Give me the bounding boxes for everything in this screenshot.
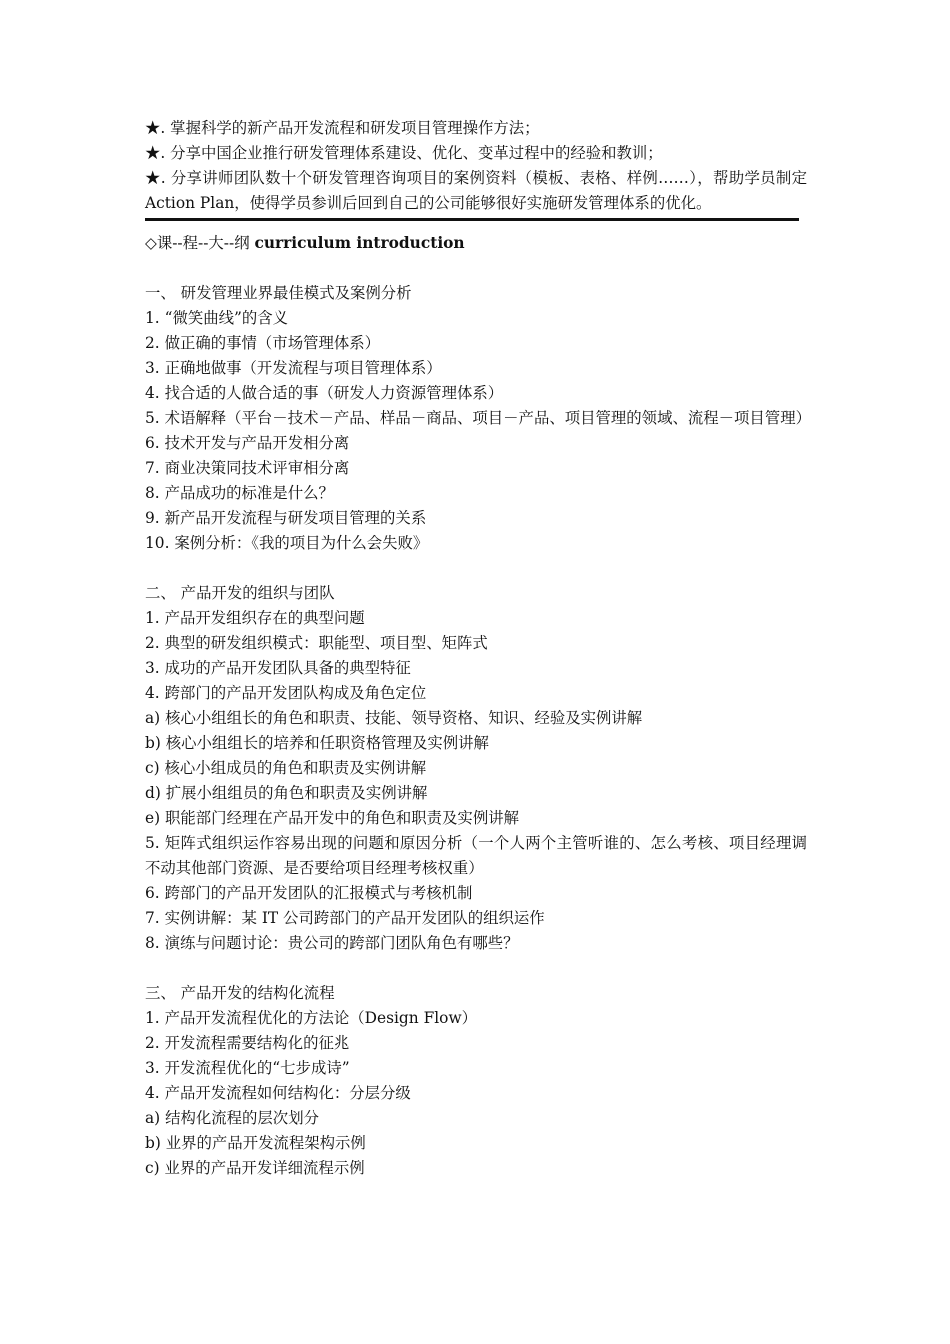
list-item: a) 结构化流程的层次划分 [145,1109,319,1127]
horizontal-divider [145,218,799,221]
list-item: 1. “微笑曲线”的含义 [145,309,289,327]
list-item: c) 业界的产品开发详细流程示例 [145,1159,365,1177]
list-item: 2. 做正确的事情（市场管理体系） [145,334,381,352]
intro-bullet: ★. 掌握科学的新产品开发流程和研发项目管理操作方法； [145,119,540,137]
list-item: 1. 产品开发流程优化的方法论（Design Flow） [145,1009,478,1027]
list-item: 3. 正确地做事（开发流程与项目管理体系） [145,359,442,377]
intro-bullet: ★. 分享中国企业推行研发管理体系建设、优化、变革过程中的经验和教训； [145,144,663,162]
intro-bullet: ★. 分享讲师团队数十个研发管理咨询项目的案例资料（模板、表格、样例……），帮助学员制定 Action Plan，使得学员参训后回到自己的公司能够很好实施研发管理体系的优化。 [145,169,807,212]
list-item: 6. 跨部门的产品开发团队的汇报模式与考核机制 [145,884,473,902]
outline-header-en: curriculum introduction [254,234,465,252]
list-item: 7. 实例讲解：某 IT 公司跨部门的产品开发团队的组织运作 [145,909,545,927]
list-item: 4. 产品开发流程如何结构化：分层分级 [145,1084,411,1102]
list-item: 5. 术语解释（平台－技术－产品、样品－商品、项目－产品、项目管理的领域、流程－项目管理） [145,409,811,427]
blank-line [145,556,807,581]
document-page [145,116,811,1181]
section-2 [145,581,807,956]
list-item: c) 核心小组成员的角色和职责及实例讲解 [145,759,427,777]
section-1 [145,281,811,556]
list-item: 6. 技术开发与产品开发相分离 [145,434,350,452]
list-item: 5. 矩阵式组织运作容易出现的问题和原因分析（一个人两个主管听谁的、怎么考核、项目经理调不动其他部门资源、是否要给项目经理考核权重） [145,834,807,877]
blank-line [145,956,807,981]
list-item: 4. 找合适的人做合适的事（研发人力资源管理体系） [145,384,504,402]
list-item: 9. 新产品开发流程与研发项目管理的关系 [145,509,427,527]
list-item: 7. 商业决策同技术评审相分离 [145,459,350,477]
list-item: 1. 产品开发组织存在的典型问题 [145,609,365,627]
list-item: 8. 演练与问题讨论：贵公司的跨部门团队角色有哪些？ [145,934,519,952]
section-title: 二、 产品开发的组织与团队 [145,584,335,602]
list-item: b) 业界的产品开发流程架构示例 [145,1134,366,1152]
intro-bullet-list [145,116,807,216]
section-3 [145,981,807,1181]
section-title: 三、 产品开发的结构化流程 [145,984,335,1002]
list-item: 10. 案例分析：《我的项目为什么会失败》 [145,534,429,552]
blank-line [145,256,807,281]
list-item: 3. 成功的产品开发团队具备的典型特征 [145,659,411,677]
section-title: 一、 研发管理业界最佳模式及案例分析 [145,284,412,302]
list-item: b) 核心小组组长的培养和任职资格管理及实例讲解 [145,734,489,752]
outline-header [145,231,807,256]
list-item: 3. 开发流程优化的“七步成诗” [145,1059,350,1077]
list-item: 4. 跨部门的产品开发团队构成及角色定位 [145,684,427,702]
outline-header-cn: ◇课--程--大--纲 [145,234,255,252]
list-item: 2. 典型的研发组织模式：职能型、项目型、矩阵式 [145,634,488,652]
list-item: a) 核心小组组长的角色和职责、技能、领导资格、知识、经验及实例讲解 [145,709,643,727]
list-item: d) 扩展小组组员的角色和职责及实例讲解 [145,784,428,802]
list-item: 8. 产品成功的标准是什么？ [145,484,334,502]
list-item: 2. 开发流程需要结构化的征兆 [145,1034,350,1052]
list-item: e) 职能部门经理在产品开发中的角色和职责及实例讲解 [145,809,519,827]
